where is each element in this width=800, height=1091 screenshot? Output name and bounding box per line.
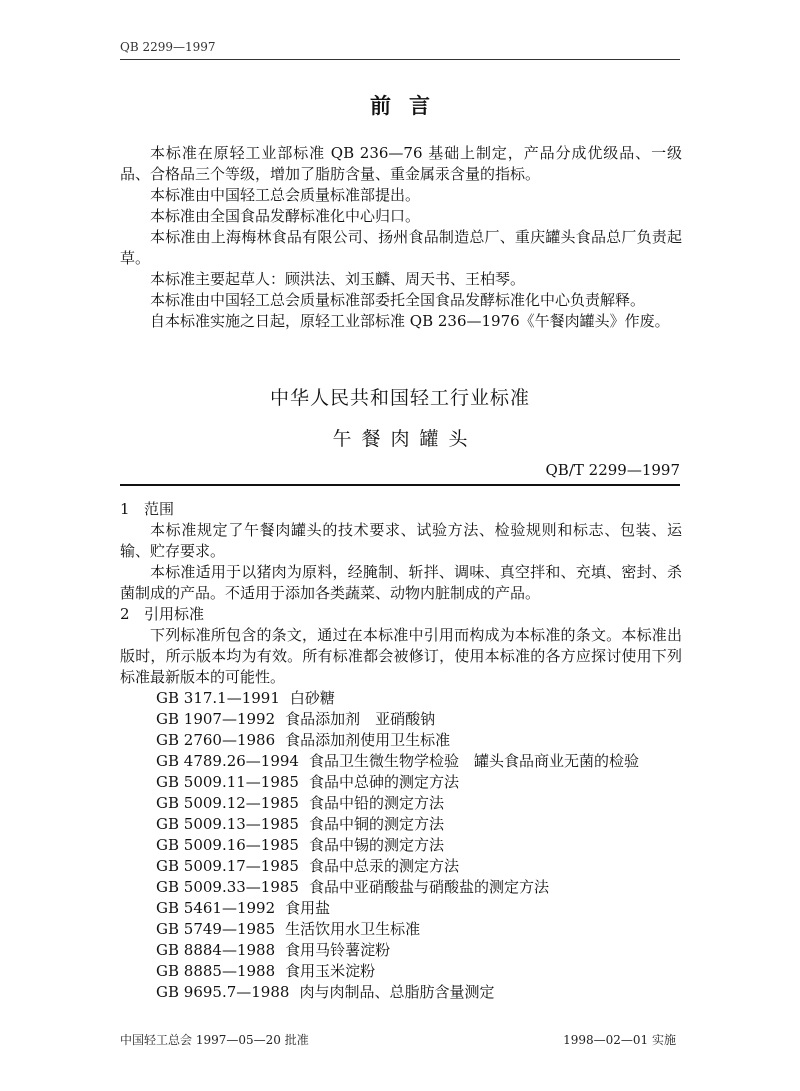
foreword-body bbox=[120, 143, 682, 332]
reference-item bbox=[120, 982, 682, 1003]
reference-title: 食品中铅的测定方法 bbox=[308, 794, 444, 812]
section-title: 范围 bbox=[144, 500, 175, 518]
foreword-paragraph: 本标准由中国轻工总会质量标准部提出。 bbox=[150, 186, 421, 204]
section-title: 引用标准 bbox=[144, 605, 205, 623]
reference-code: GB 5749—1985 bbox=[156, 920, 276, 938]
foreword-paragraph: 本标准由全国食品发酵标准化中心归口。 bbox=[150, 207, 421, 225]
reference-item bbox=[120, 961, 682, 982]
reference-code: GB 5461—1992 bbox=[156, 899, 276, 917]
reference-item bbox=[120, 751, 682, 772]
standard-body bbox=[120, 499, 682, 1003]
reference-code: GB 1907—1992 bbox=[156, 710, 276, 728]
reference-title: 食品添加剂使用卫生标准 bbox=[285, 731, 451, 749]
reference-code: GB 9695.7—1988 bbox=[156, 983, 290, 1001]
reference-code: GB 5009.17—1985 bbox=[156, 857, 299, 875]
reference-item bbox=[120, 730, 682, 751]
scope-paragraph: 本标准适用于以猪肉为原料，经腌制、斩拌、调味、真空拌和、充填、密封、杀菌制成的产品。不适用于添加各类蔬菜、动物内脏制成的产品。 bbox=[120, 563, 682, 602]
foreword-title: 前言 bbox=[370, 93, 448, 118]
reference-code: GB 5009.12—1985 bbox=[156, 794, 299, 812]
foreword-paragraph: 本标准由上海梅林食品有限公司、扬州食品制造总厂、重庆罐头食品总厂负责起草。 bbox=[120, 228, 682, 267]
reference-title: 食用盐 bbox=[285, 899, 331, 917]
references-intro: 下列标准所包含的条文，通过在本标准中引用而构成为本标准的条文。本标准出版时，所示版本均为有效。所有标准都会被修订，使用本标准的各方应探讨使用下列标准最新版本的可能性。 bbox=[120, 626, 682, 686]
reference-list bbox=[120, 688, 682, 1003]
title-divider bbox=[120, 484, 680, 486]
reference-code: GB 4789.26—1994 bbox=[156, 752, 299, 770]
reference-title: 食品中总砷的测定方法 bbox=[308, 773, 459, 791]
reference-item bbox=[120, 793, 682, 814]
reference-item bbox=[120, 919, 682, 940]
standard-title: 中华人民共和国轻工行业标准 bbox=[269, 387, 530, 409]
reference-code: GB 8884—1988 bbox=[156, 941, 276, 959]
reference-title: 食品中总汞的测定方法 bbox=[308, 857, 459, 875]
reference-item bbox=[120, 856, 682, 877]
reference-item bbox=[120, 688, 682, 709]
reference-title: 食品中铜的测定方法 bbox=[308, 815, 444, 833]
header-standard-code: QB 2299—1997 bbox=[120, 40, 216, 54]
foreword-paragraph: 本标准由中国轻工总会质量标准部委托全国食品发酵标准化中心负责解释。 bbox=[150, 291, 646, 309]
implementation-date: 1998—02—01 实施 bbox=[563, 1033, 676, 1047]
section-heading-scope bbox=[120, 499, 682, 520]
reference-title: 食品添加剂 亚硝酸钠 bbox=[285, 710, 436, 728]
scope-paragraph: 本标准规定了午餐肉罐头的技术要求、试验方法、检验规则和标志、包装、运输、贮存要求。 bbox=[120, 521, 682, 560]
reference-title: 食用玉米淀粉 bbox=[285, 962, 376, 980]
foreword-paragraph: 本标准在原轻工业部标准 QB 236—76 基础上制定，产品分成优级品、一级品、合格品三个等级，增加了脂肪含量、重金属汞含量的指标。 bbox=[120, 144, 682, 183]
reference-item bbox=[120, 772, 682, 793]
section-heading-references bbox=[120, 604, 682, 625]
reference-code: GB 2760—1986 bbox=[156, 731, 276, 749]
approval-note: 中国轻工总会 1997—05—20 批准 bbox=[120, 1033, 309, 1047]
reference-title: 食用马铃薯淀粉 bbox=[285, 941, 391, 959]
reference-title: 肉与肉制品、总脂肪含量测定 bbox=[299, 983, 495, 1001]
reference-code: GB 8885—1988 bbox=[156, 962, 276, 980]
reference-code: GB 5009.13—1985 bbox=[156, 815, 299, 833]
standard-subtitle: 午餐肉罐头 bbox=[332, 428, 478, 450]
reference-item bbox=[120, 835, 682, 856]
reference-title: 食品中亚硝酸盐与硝酸盐的测定方法 bbox=[308, 878, 549, 896]
reference-item bbox=[120, 898, 682, 919]
reference-title: 白砂糖 bbox=[289, 689, 335, 707]
reference-title: 食品中锡的测定方法 bbox=[308, 836, 444, 854]
reference-title: 生活饮用水卫生标准 bbox=[285, 920, 421, 938]
reference-item bbox=[120, 877, 682, 898]
reference-code: GB 5009.11—1985 bbox=[156, 773, 299, 791]
reference-code: GB 5009.33—1985 bbox=[156, 878, 299, 896]
standard-code: QB/T 2299—1997 bbox=[545, 461, 680, 479]
foreword-paragraph: 本标准主要起草人：顾洪法、刘玉麟、周天书、王柏琴。 bbox=[150, 270, 526, 288]
reference-code: GB 5009.16—1985 bbox=[156, 836, 299, 854]
section-number: 1 bbox=[120, 500, 130, 518]
reference-item bbox=[120, 814, 682, 835]
header-divider bbox=[120, 59, 680, 60]
reference-code: GB 317.1—1991 bbox=[156, 689, 280, 707]
reference-item bbox=[120, 709, 682, 730]
reference-item bbox=[120, 940, 682, 961]
foreword-paragraph: 自本标准实施之日起，原轻工业部标准 QB 236—1976《午餐肉罐头》作废。 bbox=[150, 312, 670, 330]
reference-title: 食品卫生微生物学检验 罐头食品商业无菌的检验 bbox=[308, 752, 639, 770]
section-number: 2 bbox=[120, 605, 130, 623]
